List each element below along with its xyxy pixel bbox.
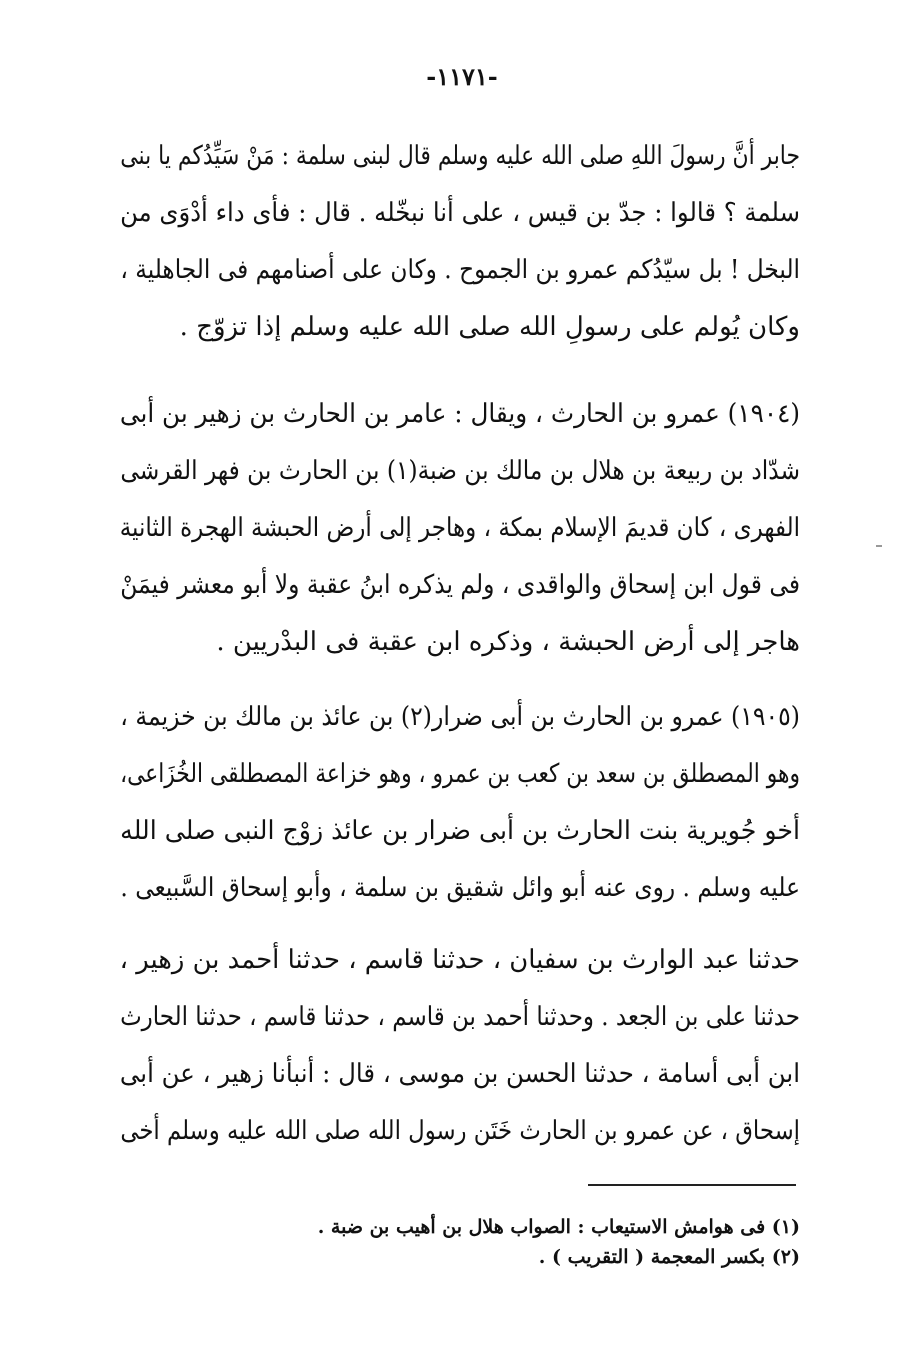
text-line: عليه وسلم . روى عنه أبو وائل شقيق بن سلمة ، وأبو إسحاق السَّبيعى . xyxy=(120,873,801,903)
text-line: حدثنا على بن الجعد . وحدثنا أحمد بن قاسم ، حدثنا قاسم ، حدثنا الحارث xyxy=(120,1002,801,1032)
page-number: -١١٧١- xyxy=(426,62,498,91)
footnote-1: (١) فى هوامش الاستيعاب : الصواب هلال بن أهيب بن ضبة . xyxy=(317,1216,800,1238)
paragraph-isnad xyxy=(120,932,800,1160)
text-line: إسحاق ، عن عمرو بن الحارث خَتَن رسول الله صلى الله عليه وسلم أخى xyxy=(120,1116,800,1146)
paragraph-jabir-hadith xyxy=(120,128,800,356)
footnote-divider xyxy=(588,1184,796,1186)
text-line: ابن أبى أسامة ، حدثنا الحسن بن موسى ، قال : أنبأنا زهير ، عن أبى xyxy=(119,1059,800,1089)
text-line: البخل ! بل سيّدُكم عمرو بن الجموح . وكان على أصنامهم فى الجاهلية ، xyxy=(120,255,800,285)
entry-1905 xyxy=(120,689,800,917)
text-line: هاجر إلى أرض الحبشة ، وذكره ابن عقبة فى البدْريين . xyxy=(216,627,800,657)
footnotes xyxy=(260,1212,800,1272)
entry-1904 xyxy=(120,386,800,671)
text-line: سلمة ؟ قالوا : جدّ بن قيس ، على أنا نبخّله . قال : فأى داء أدْوَى من xyxy=(120,198,800,228)
text-line: (١٩٠٥) عمرو بن الحارث بن أبى ضرار(٢) بن عائذ بن مالك بن خزيمة ، xyxy=(120,702,800,732)
text-line: شدّاد بن ربيعة بن هلال بن مالك بن ضبة(١) بن الحارث بن فهر القرشى xyxy=(120,456,800,486)
text-line: جابر أنَّ رسولَ اللهِ صلى الله عليه وسلم قال لبنى سلمة : مَنْ سَيِّدُكم يا بنى xyxy=(120,141,801,171)
margin-mark xyxy=(876,545,882,547)
text-line: أخو جُويرية بنت الحارث بن أبى ضرار بن عائذ زوْج النبى صلى الله xyxy=(120,816,800,846)
text-line: الفهرى ، كان قديمَ الإسلام بمكة ، وهاجر إلى أرض الحبشة الهجرة الثانية xyxy=(119,513,801,543)
text-line: وهو المصطلق بن سعد بن كعب بن عمرو ، وهو خزاعة المصطلقى الخُزَاعى، xyxy=(120,759,800,789)
footnote-2: (٢) بكسر المعجمة ( التقريب ) . xyxy=(538,1246,800,1268)
text-line: فى قول ابن إسحاق والواقدى ، ولم يذكره ابنُ عقبة ولا أبو معشر فيمَنْ xyxy=(120,570,801,600)
text-line: حدثنا عبد الوارث بن سفيان ، حدثنا قاسم ، حدثنا أحمد بن زهير ، xyxy=(119,945,800,975)
text-line: وكان يُولم على رسولِ الله صلى الله عليه وسلم إذا تزوّج . xyxy=(179,312,800,342)
text-line: (١٩٠٤) عمرو بن الحارث ، ويقال : عامر بن الحارث بن زهير بن أبى xyxy=(119,399,800,429)
